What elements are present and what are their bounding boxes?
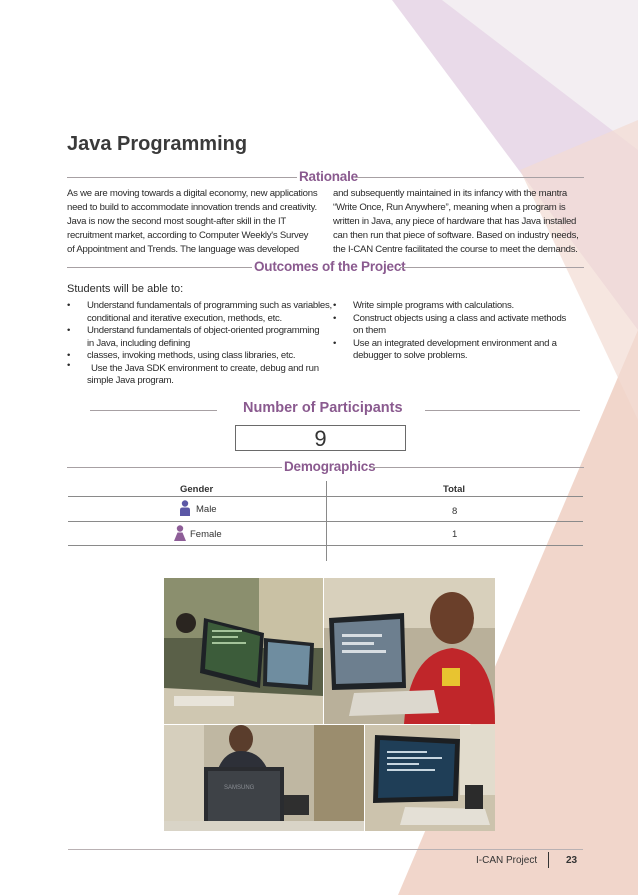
bullet: • xyxy=(333,337,337,349)
list-item xyxy=(67,325,332,350)
text-line: need to build to accommodate innovation trends and creativity. xyxy=(67,202,317,213)
text-line: debugger to solve problems. xyxy=(353,350,468,361)
text-line: Write simple programs with calculations. xyxy=(353,300,514,311)
text-line: classes, invoking methods, using class libraries, etc. xyxy=(87,350,296,361)
text-line: Construct objects using a class and activate methods xyxy=(353,312,567,324)
list-item xyxy=(67,300,332,325)
bullet: • xyxy=(67,300,71,311)
male-total: 8 xyxy=(452,506,458,517)
divider-line xyxy=(90,410,217,411)
text-line: on them xyxy=(353,325,386,336)
outcomes-intro: Students will be able to: xyxy=(67,283,184,295)
text-line: in Java, including defining xyxy=(87,337,191,349)
rationale-column-2 xyxy=(333,187,579,257)
text-line: of Appointment and Trends. The language was developed xyxy=(67,244,299,255)
text-line: the I-CAN Centre facilitated the course to meet the demands. xyxy=(333,244,578,255)
bullet: • xyxy=(67,359,71,371)
outcomes-heading: Outcomes of the Project xyxy=(254,259,406,274)
divider-line xyxy=(67,467,282,468)
footer-rule xyxy=(68,849,583,850)
text-line: conditional and iterative execution, methods, etc. xyxy=(87,312,282,324)
list-item xyxy=(333,338,566,363)
list-item xyxy=(67,360,332,388)
photo-student-with-monitor xyxy=(164,725,364,831)
divider-line xyxy=(67,177,297,178)
outcomes-list-right xyxy=(333,300,566,363)
text-line: written in Java, any piece of hardware that has Java installed xyxy=(333,216,577,227)
rationale-heading: Rationale xyxy=(299,169,358,184)
divider-line xyxy=(425,410,580,411)
bullet: • xyxy=(333,312,337,324)
rationale-heading-row xyxy=(67,169,584,183)
text-line: Java is now the second most sought-after skill in the IT xyxy=(67,216,287,227)
table-column-divider xyxy=(326,481,327,561)
photo-monitor-keyboard xyxy=(365,725,495,831)
divider-line xyxy=(355,177,584,178)
column-header-total: Total xyxy=(443,484,465,495)
demographics-heading: Demographics xyxy=(284,459,376,474)
footer-divider xyxy=(548,852,549,868)
text-line: recruitment market, according to Computer Weekly's Survey xyxy=(67,230,309,241)
divider-line xyxy=(370,467,584,468)
participants-heading: Number of Participants xyxy=(243,400,403,416)
text-line: Use the Java SDK environment to create, debug and run xyxy=(91,362,319,374)
svg-text:SAMSUNG: SAMSUNG xyxy=(224,785,255,791)
text-line: Understand fundamentals of object-oriented programming xyxy=(87,325,320,336)
male-person-icon xyxy=(179,500,191,516)
demographics-heading-row xyxy=(67,459,584,473)
text-line: As we are moving towards a digital economy, new applications xyxy=(67,188,318,199)
list-item xyxy=(333,300,566,313)
list-item xyxy=(333,313,566,338)
text-line: simple Java program. xyxy=(87,375,174,386)
bullet: • xyxy=(333,300,337,311)
participants-count: 9 xyxy=(235,425,406,451)
outcomes-list-left xyxy=(67,300,332,388)
photo-student-red-jacket xyxy=(324,578,495,724)
text-line: Understand fundamentals of programming such as variables, xyxy=(87,300,332,311)
gender-female-label: Female xyxy=(190,529,222,540)
photo-students-at-computers xyxy=(164,578,323,724)
text-line: and subsequently maintained in its infancy with the mantra xyxy=(333,188,568,199)
page-title: Java Programming xyxy=(67,133,248,155)
page-number: 23 xyxy=(566,855,578,866)
divider-line xyxy=(67,267,252,268)
female-total: 1 xyxy=(452,529,458,540)
gender-male-label: Male xyxy=(196,504,217,515)
footer-project-label: I-CAN Project xyxy=(476,855,538,866)
column-header-gender: Gender xyxy=(180,484,214,495)
text-line: can then run that piece of software. Based on industry needs, xyxy=(333,230,579,241)
bullet: • xyxy=(67,350,71,361)
female-person-icon xyxy=(174,525,186,541)
rationale-column-1 xyxy=(67,187,317,257)
divider-line xyxy=(400,267,584,268)
bullet: • xyxy=(67,325,71,336)
text-line: Use an integrated development environment and a xyxy=(353,337,557,349)
text-line: “Write Once, Run Anywhere”, meaning when a program is xyxy=(333,202,566,213)
outcomes-heading-row xyxy=(67,259,584,273)
